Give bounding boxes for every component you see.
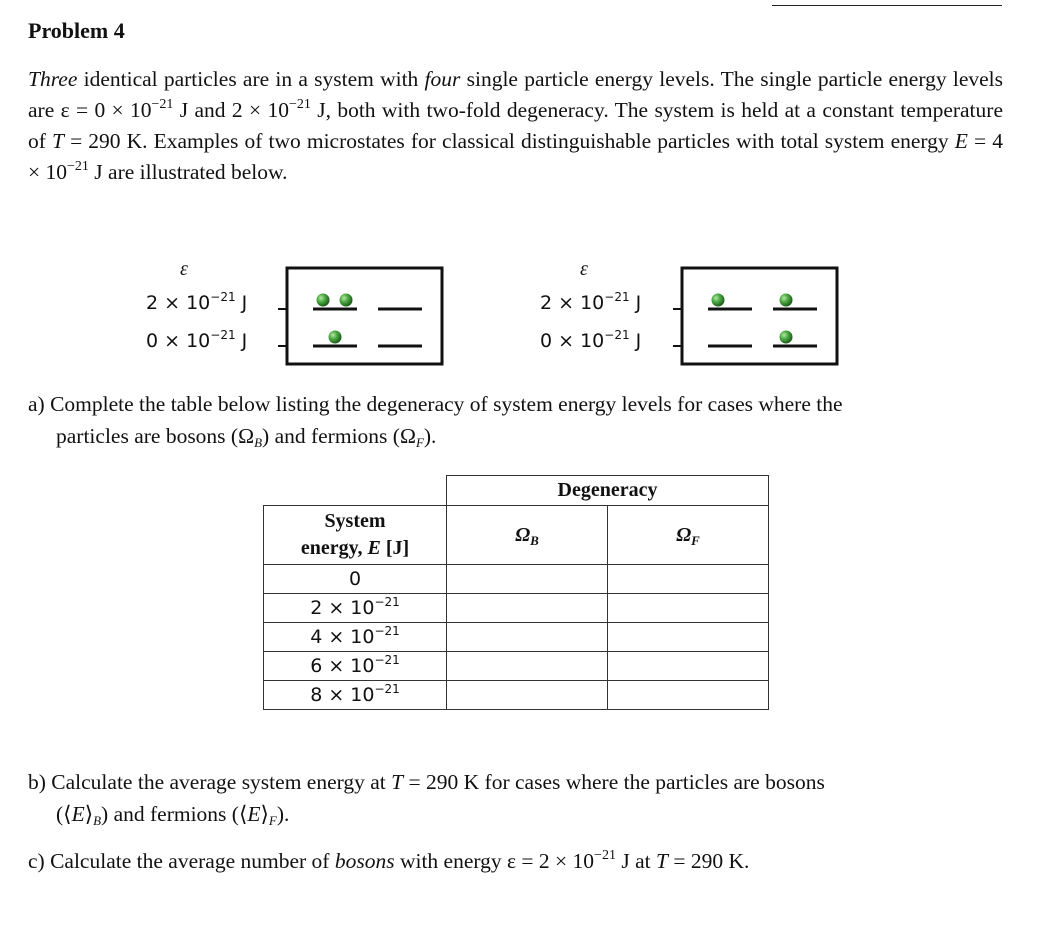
degeneracy-table [263, 475, 769, 710]
omega-b-answer-cell[interactable] [447, 623, 608, 652]
level-high-label-1: $2 \times 10^{-21}$ J [146, 290, 248, 314]
energy-value-cell: $4 \times 10^{-21}$ [264, 623, 447, 652]
degeneracy-header: Degeneracy [447, 476, 769, 506]
microstate-2-box [673, 268, 837, 364]
part-a-line-1: a) Complete the table below listing the degeneracy of system energy levels for cases where the [28, 392, 843, 416]
box-frame-1 [287, 268, 442, 364]
particle [780, 331, 793, 344]
omega-f-answer-cell[interactable] [608, 594, 769, 623]
level-low-label-1: $0 \times 10^{-21}$ J [146, 328, 248, 352]
omega-f-answer-cell[interactable] [608, 681, 769, 710]
microstate-diagrams [0, 0, 1060, 400]
part-b-question [28, 766, 1003, 830]
part-c-question: c) Calculate the average number of bosons with energy $\varepsilon = 2 \times 10^{-21}$ J at T = 290 K. [28, 848, 750, 873]
problem-intro: Three identical particles are in a system with four single particle energy levels. The single particle energy levels are $\varepsilon = 0 \times 10^{-21}$ J and $2 \times 10^{-21}$ J, both with two-fold degeneracy. The system is held at a constant temperature of T = 290 K. Examples of two microstates for classical distinguishable particles with total system energy $E = 4 \times 10^{-21}$ J are illustrated below. [28, 67, 1003, 184]
level-low-label-2: $0 \times 10^{-21}$ J [540, 328, 642, 352]
part-a-question [28, 388, 1003, 452]
omega-b-header: $\Omega_B$ [447, 506, 608, 565]
box-frame-2 [682, 268, 837, 364]
energy-value-cell: $8 \times 10^{-21}$ [264, 681, 447, 710]
microstate-1-box [278, 268, 442, 364]
table-row [264, 652, 769, 681]
table-row [264, 681, 769, 710]
particle [317, 294, 330, 307]
epsilon-axis-label-2: ε [580, 258, 588, 280]
omega-b-answer-cell[interactable] [447, 565, 608, 594]
omega-f-answer-cell[interactable] [608, 623, 769, 652]
top-rule [772, 5, 1002, 6]
part-b-line-1: b) Calculate the average system energy at T = 290 K for cases where the particles are bosons [28, 770, 825, 794]
energy-value-cell: $2 \times 10^{-21}$ [264, 594, 447, 623]
omega-f-header: $\Omega_F$ [608, 506, 769, 565]
table-row [264, 623, 769, 652]
system-energy-header: System energy, E [J] [264, 506, 447, 565]
omega-b-answer-cell[interactable] [447, 652, 608, 681]
table-row [264, 594, 769, 623]
omega-f-answer-cell[interactable] [608, 652, 769, 681]
omega-b-answer-cell[interactable] [447, 681, 608, 710]
particle [712, 294, 725, 307]
energy-value-cell: 0 [264, 565, 447, 594]
energy-level-svg [0, 0, 1060, 400]
energy-value-cell: $6 \times 10^{-21}$ [264, 652, 447, 681]
omega-b-answer-cell[interactable] [447, 594, 608, 623]
omega-f-answer-cell[interactable] [608, 565, 769, 594]
particle [340, 294, 353, 307]
empty-corner [264, 476, 447, 506]
level-high-label-2: $2 \times 10^{-21}$ J [540, 290, 642, 314]
table-row [264, 565, 769, 594]
part-a-line-2: particles are bosons $(\Omega_B)$ and fermions $(\Omega_F)$. [56, 424, 437, 450]
epsilon-axis-label-1: ε [180, 258, 188, 280]
particle [780, 294, 793, 307]
problem-title: Problem 4 [28, 18, 125, 43]
part-b-line-2: $(⟨E⟩_B)$ and fermions $(⟨E⟩_F)$. [56, 802, 290, 828]
particle [329, 331, 342, 344]
